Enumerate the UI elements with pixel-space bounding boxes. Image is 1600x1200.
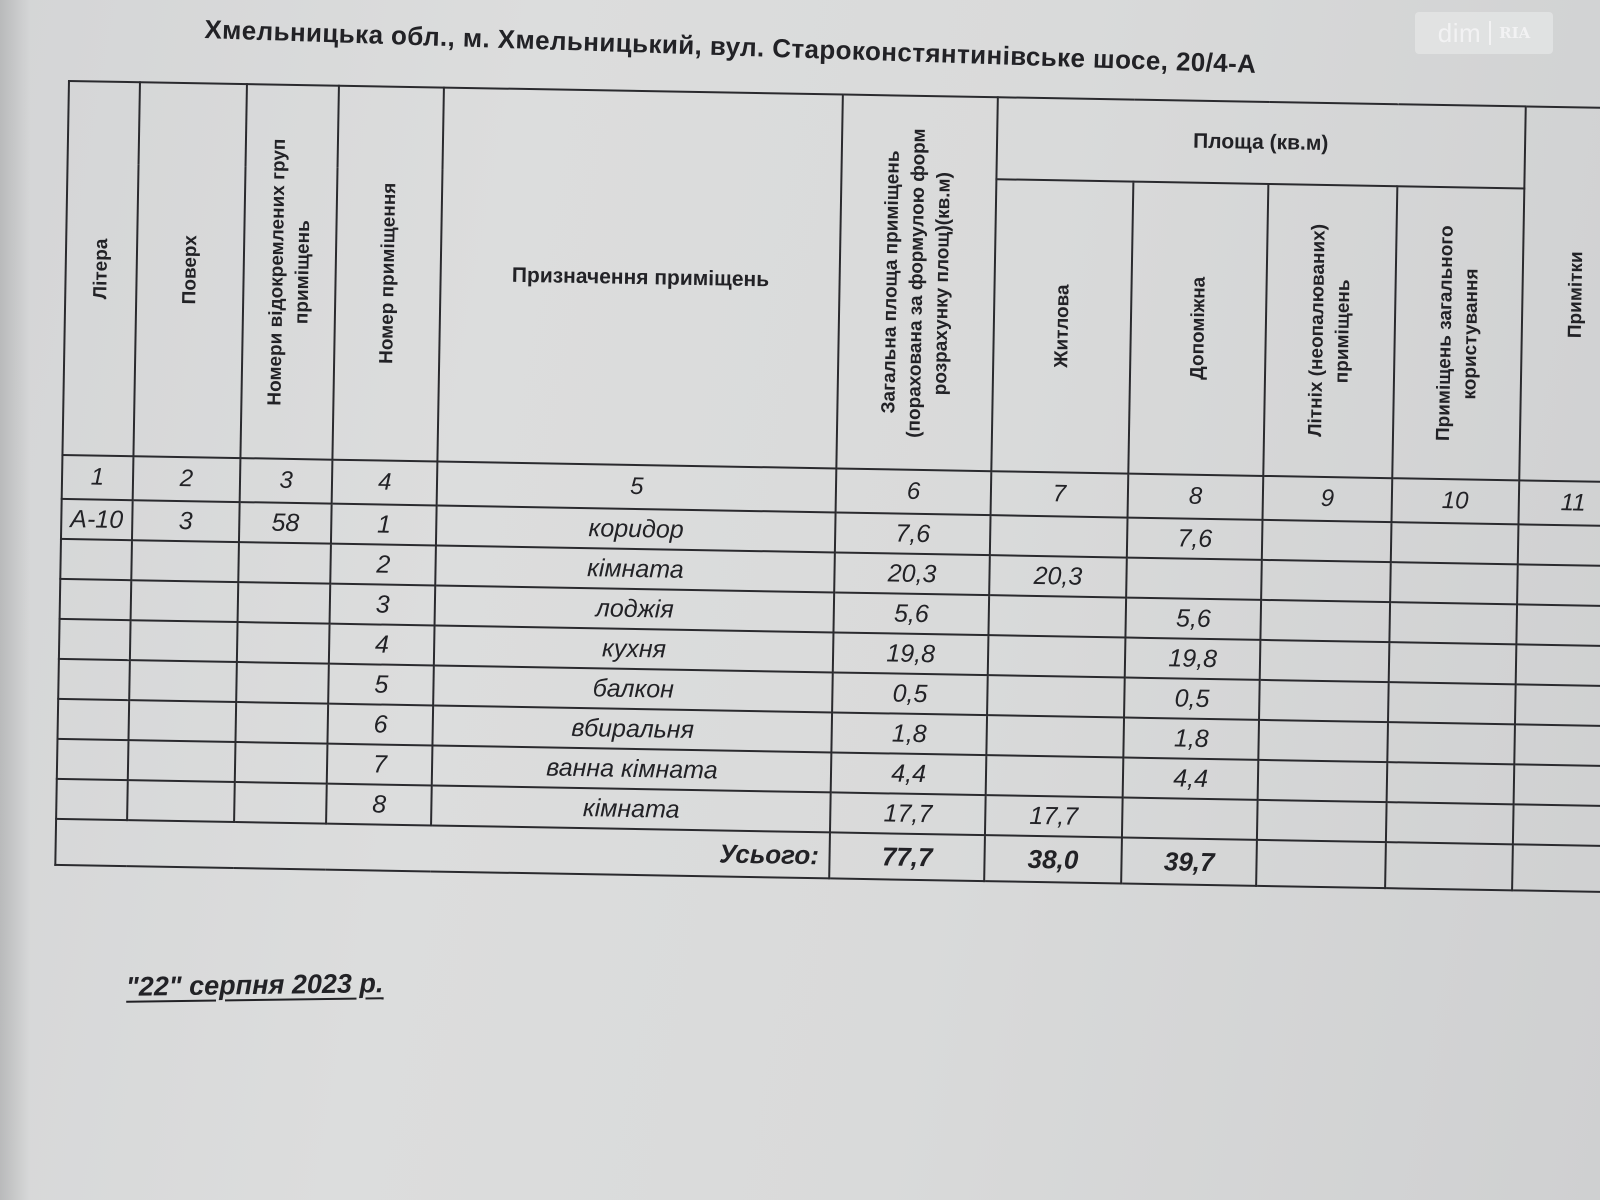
explication-table — [54, 80, 1600, 893]
cell-group — [235, 742, 328, 784]
cell-poverkh — [128, 740, 236, 782]
cell-summer-area — [1257, 800, 1386, 842]
cell-purpose: лоджія — [435, 585, 835, 632]
cell-room-number: 4 — [329, 624, 435, 666]
cell-common-area — [1390, 562, 1517, 604]
cell-notes — [1512, 804, 1600, 846]
cell-total-area: 1,8 — [832, 712, 987, 755]
cell-room-number: 1 — [331, 504, 437, 546]
watermark-ria-logo: RIA — [1489, 21, 1530, 45]
header-purpose: Призначення приміщень — [438, 88, 843, 469]
cell-litera — [57, 699, 128, 740]
column-number: 4 — [332, 460, 438, 506]
cell-purpose: кімната — [431, 785, 831, 832]
cell-aux-area — [1126, 558, 1262, 600]
cell-living-area — [988, 635, 1126, 677]
column-number: 2 — [132, 456, 240, 502]
cell-poverkh — [128, 700, 236, 742]
cell-litera — [58, 659, 129, 700]
header-total-area: Загальна площа приміщень (порахована за формулою форм розрахунку площ)(кв.м) — [837, 95, 998, 472]
column-number: 10 — [1391, 478, 1518, 524]
address-heading: Хмельницька обл., м. Хмельницький, вул. Староконстянтинівське шосе, 20/4-А — [204, 14, 1257, 79]
cell-group — [238, 582, 331, 624]
cell-purpose: коридор — [436, 506, 836, 553]
total-notes-cell — [1512, 844, 1600, 892]
cell-litera — [56, 779, 127, 820]
header-area-group: Площа (кв.м) — [996, 97, 1525, 188]
cell-total-area: 19,8 — [833, 632, 988, 675]
cell-aux-area: 4,4 — [1123, 758, 1259, 800]
cell-common-area — [1387, 722, 1514, 764]
cell-poverkh — [127, 780, 235, 822]
cell-living-area — [990, 515, 1128, 557]
column-number: 5 — [437, 462, 837, 513]
cell-litera — [59, 619, 130, 660]
cell-litera — [60, 539, 131, 580]
total-label: Усього: — [55, 819, 830, 879]
cell-poverkh — [130, 580, 238, 622]
watermark-brand: dim — [1437, 17, 1482, 48]
cell-group — [236, 662, 329, 704]
header-group-numbers: Номери відокремлених груп приміщень — [240, 84, 339, 460]
total-common-cell — [1385, 842, 1512, 890]
cell-aux-area: 5,6 — [1126, 598, 1262, 640]
cell-room-number: 3 — [330, 584, 436, 626]
header-notes: Примітки — [1519, 106, 1600, 482]
cell-group — [234, 782, 327, 824]
cell-room-number: 6 — [328, 704, 434, 746]
cell-living-area: 20,3 — [989, 555, 1127, 597]
header-row-top — [68, 81, 1600, 190]
cell-common-area — [1387, 762, 1514, 804]
column-number: 8 — [1128, 474, 1264, 520]
cell-summer-area — [1262, 520, 1391, 562]
cell-notes — [1517, 564, 1600, 606]
header-poverkh: Поверх — [133, 82, 247, 458]
cell-purpose: балкон — [434, 665, 834, 712]
column-number: 1 — [62, 455, 134, 500]
cell-litera — [60, 579, 131, 620]
header-summer: Літніх (неопалюваних) приміщень — [1264, 184, 1398, 478]
column-number: 7 — [990, 471, 1128, 517]
cell-notes — [1515, 644, 1600, 686]
cell-summer-area — [1258, 760, 1387, 802]
cell-summer-area — [1260, 640, 1389, 682]
cell-total-area: 5,6 — [834, 592, 989, 635]
cell-room-number: 5 — [328, 664, 434, 706]
cell-poverkh — [129, 660, 237, 702]
cell-notes — [1513, 764, 1600, 806]
page-edge-shadow — [0, 0, 30, 1200]
cell-living-area — [986, 715, 1124, 757]
document-date: "22" серпня 2023 р. — [125, 968, 384, 1002]
cell-aux-area — [1122, 798, 1258, 840]
cell-notes — [1516, 604, 1600, 646]
cell-poverkh — [131, 540, 239, 582]
cell-poverkh: 3 — [132, 500, 240, 542]
cell-poverkh — [130, 620, 238, 662]
cell-living-area — [988, 595, 1126, 637]
cell-group — [237, 622, 330, 664]
cell-total-area: 0,5 — [832, 672, 987, 715]
cell-aux-area: 7,6 — [1127, 518, 1263, 560]
cell-living-area — [985, 755, 1123, 797]
header-living: Житлова — [991, 179, 1133, 473]
cell-living-area — [987, 675, 1125, 717]
cell-purpose: кухня — [434, 625, 834, 672]
room-rows — [56, 499, 1600, 846]
cell-summer-area — [1261, 560, 1390, 602]
header-common: Приміщень загального користування — [1392, 186, 1524, 480]
column-number: 6 — [836, 468, 991, 515]
dim-ria-watermark — [1415, 12, 1553, 54]
total-living-sum: 38,0 — [984, 835, 1122, 883]
column-number: 11 — [1518, 480, 1600, 526]
cell-litera: А-10 — [61, 499, 132, 540]
cell-summer-area — [1259, 720, 1388, 762]
cell-aux-area: 19,8 — [1125, 638, 1261, 680]
cell-purpose: ванна кімната — [432, 745, 832, 792]
cell-total-area: 4,4 — [831, 752, 986, 795]
header-auxiliary: Допоміжна — [1128, 182, 1268, 476]
header-room-number: Номер приміщення — [333, 86, 445, 462]
cell-room-number: 8 — [326, 784, 432, 826]
explication-table-wrapper — [55, 80, 1600, 877]
cell-aux-area: 0,5 — [1124, 678, 1260, 720]
column-number: 3 — [240, 458, 333, 504]
cell-summer-area — [1259, 680, 1388, 722]
total-area-sum: 77,7 — [830, 832, 985, 881]
cell-notes — [1514, 724, 1600, 766]
cell-room-number: 2 — [331, 544, 437, 586]
cell-aux-area: 1,8 — [1123, 718, 1259, 760]
total-aux-sum: 39,7 — [1121, 838, 1257, 886]
header-litera: Літера — [62, 81, 139, 456]
cell-group — [236, 702, 329, 744]
cell-group: 58 — [239, 502, 332, 544]
total-summer-cell — [1256, 840, 1385, 888]
cell-purpose: вбиральня — [433, 705, 833, 752]
cell-summer-area — [1261, 600, 1390, 642]
cell-total-area: 20,3 — [835, 552, 990, 595]
cell-notes — [1517, 524, 1600, 566]
cell-total-area: 7,6 — [835, 512, 990, 555]
cell-total-area: 17,7 — [830, 792, 985, 835]
cell-common-area — [1386, 802, 1513, 844]
cell-purpose: кімната — [436, 545, 836, 592]
column-number: 9 — [1263, 476, 1392, 522]
cell-group — [238, 542, 331, 584]
cell-common-area — [1391, 522, 1518, 564]
cell-notes — [1514, 684, 1600, 726]
cell-living-area: 17,7 — [985, 795, 1123, 837]
cell-litera — [57, 739, 128, 780]
cell-common-area — [1389, 642, 1516, 684]
cell-room-number: 7 — [327, 744, 433, 786]
cell-common-area — [1389, 602, 1516, 644]
cell-common-area — [1388, 682, 1515, 724]
